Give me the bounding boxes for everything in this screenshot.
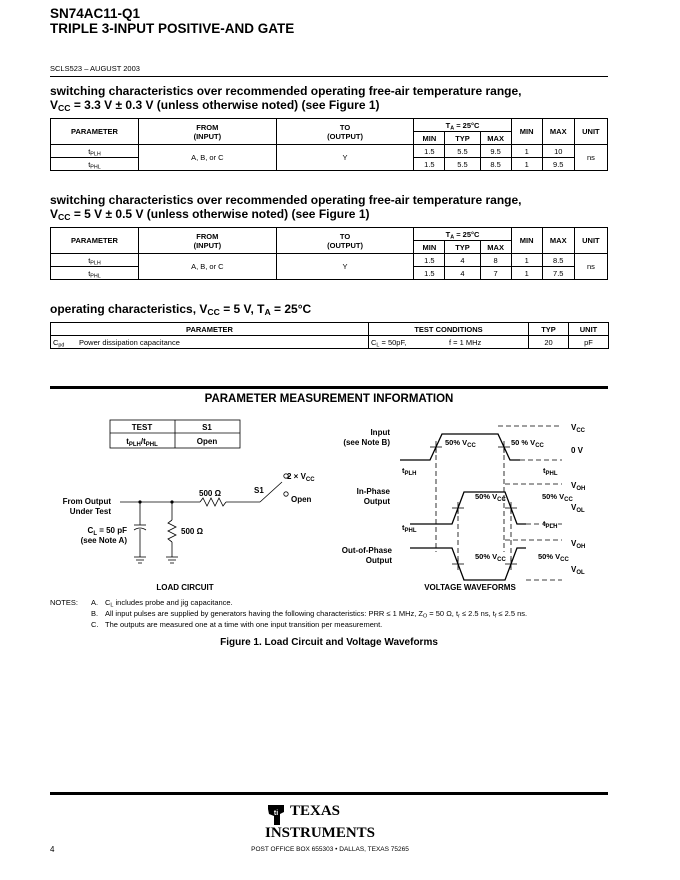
part-number: SN74AC11-Q1 — [50, 6, 141, 21]
section-heading-5v: switching characteristics over recommended operating free-air temperature range, $V_{CC} = 5$ V ± 0.5 V (unless otherwise noted) (see Figure 1) — [50, 193, 522, 223]
section-heading-operating: operating characteristics, $V_{CC} = 5$ V, $T_A = 25^\circ C$ — [50, 302, 312, 318]
footer-rule — [50, 792, 608, 795]
vcc-level-label: $V_{CC}$ — [571, 423, 586, 434]
tplh-output-label: $t_{PLH}$ — [543, 519, 558, 530]
cl-label: $C_L = 50$ pF — [87, 526, 127, 537]
out-phase-label: Out-of-Phase — [341, 546, 392, 555]
tplh-input-label: $t_{PLH}$ — [402, 466, 417, 477]
voltage-waveforms-diagram — [330, 412, 620, 597]
outphase-fall-50-label: 50% $V_{CC}$ — [475, 552, 506, 563]
note-b: B. All input pulses are supplied by generators having the following characteristics: PRR ≤ 1 MHz, $Z_O = 50$ Ω, $t_r \le 2.5$ ns, $t_f \le 2.5$ ns. — [91, 609, 528, 620]
from-output-label: From Output — [62, 497, 111, 506]
input-rise-50-label: 50% $V_{CC}$ — [445, 438, 476, 449]
note-c: C. The outputs are measured one at a time with one input transition per measurement. — [91, 620, 383, 629]
footer-address: POST OFFICE BOX 655303 • DALLAS, TEXAS 75265 — [251, 846, 409, 853]
switching-table-3v3: PARAMETER FROM (INPUT) TO (OUTPUT) $T_A = 25^\circ C$ MIN MAX UNIT MIN TYP MAX $t_{PLH}$ A, B, or C Y 1.5 5.5 9.5 1 10 ns $t_{PHL}$ 1.5 5.5 8.5 1 9.5 — [50, 118, 608, 171]
pmi-title: PARAMETER MEASUREMENT INFORMATION — [204, 393, 454, 405]
load-circuit-caption: LOAD CIRCUIT — [156, 583, 214, 592]
table-row: $t_{PLH}$ A, B, or C Y 1.5 4 8 1 8.5 ns — [51, 254, 608, 267]
page-number: 4 — [50, 845, 55, 854]
operating-table: PARAMETER TEST CONDITIONS TYP UNIT $C_{pd}$ Power dissipation capacitance $C_L = 50pF$, f = 1 MHz 20 pF — [50, 322, 609, 349]
tphl-input-label: $t_{PHL}$ — [543, 466, 558, 477]
note-a: A. $C_L$ includes probe and jig capacitance. — [91, 598, 233, 609]
ti-logo-text-2: INSTRUMENTS — [265, 825, 376, 841]
table-row: $C_{pd}$ Power dissipation capacitance $C_L = 50pF$, f = 1 MHz 20 pF — [51, 336, 609, 349]
test-value: $t_{PLH}/t_{PHL}$ — [126, 437, 158, 448]
tphl-output-label: $t_{PHL}$ — [402, 523, 417, 534]
table-row: $t_{PLH}$ A, B, or C Y 1.5 5.5 9.5 1 10 ns — [51, 145, 608, 158]
input-fall-50-label: 50 % $V_{CC}$ — [511, 438, 544, 449]
input-label: Input — [370, 428, 390, 437]
figure-caption: Figure 1. Load Circuit and Voltage Waveforms — [220, 637, 438, 648]
document-id: SCLS523 – AUGUST 2003 — [50, 64, 140, 73]
ti-logo-text: TEXAS — [290, 803, 341, 819]
document-title: TRIPLE 3-INPUT POSITIVE-AND GATE — [50, 21, 295, 36]
ground-resistor-label: 500 Ω — [181, 527, 203, 536]
switching-table-5v: PARAMETER FROM (INPUT) TO (OUTPUT) $T_A = 25^\circ C$ MIN MAX UNIT MIN TYP MAX $t_{PLH}$ A, B, or C Y 1.5 4 8 1 8.5 ns $t_{PHL}$ 1.5 4 7 1 7.5 — [50, 227, 608, 280]
vol-inphase-label: $V_{OL}$ — [571, 503, 585, 514]
vol-outphase-label: $V_{OL}$ — [571, 565, 585, 576]
series-resistor-label: 500 Ω — [199, 489, 221, 498]
table-row: $t_{PHL}$ 1.5 5.5 8.5 1 9.5 — [51, 158, 608, 171]
header-rule — [50, 76, 608, 77]
voh-inphase-label: $V_{OH}$ — [571, 481, 586, 492]
section-heading-3v3: switching characteristics over recommended operating free-air temperature range, $V_{CC} = 3.3$ V ± 0.3 V (unless otherwise noted) (see Figure 1) — [50, 84, 522, 114]
switch-label: S1 — [254, 486, 264, 495]
in-phase-output-label: Output — [363, 497, 390, 506]
out-phase-output-label: Output — [365, 556, 392, 565]
notes-label: NOTES: — [50, 598, 78, 607]
svg-text:ti: ti — [273, 810, 279, 817]
junction-dot — [138, 500, 141, 503]
voh-outphase-label: $V_{OH}$ — [571, 539, 586, 550]
table-row: $t_{PHL}$ 1.5 4 7 1 7.5 — [51, 267, 608, 280]
in-phase-label: In-Phase — [356, 487, 390, 496]
load-circuit-diagram — [50, 412, 340, 597]
switch-contact-open — [284, 492, 288, 496]
s1-header: S1 — [202, 423, 212, 432]
vcc2-label: $2 \times V_{CC}$ — [287, 472, 315, 483]
s1-value: Open — [196, 437, 218, 446]
zero-level-label: 0 V — [571, 446, 584, 455]
cl-note: (see Note A) — [80, 536, 127, 545]
waveforms-caption: VOLTAGE WAVEFORMS — [424, 583, 516, 592]
section-rule — [50, 386, 608, 389]
input-note: (see Note B) — [343, 438, 390, 447]
under-test-label: Under Test — [69, 507, 111, 516]
junction-dot — [170, 500, 173, 503]
inphase-fall-50-label: 50% $V_{CC}$ — [542, 492, 573, 503]
open-label: Open — [291, 495, 312, 504]
test-header: TEST — [131, 423, 153, 432]
inphase-rise-50-label: 50% $V_{CC}$ — [475, 492, 506, 503]
ti-logo-icon — [265, 803, 287, 827]
outphase-rise-50-label: 50% $V_{CC}$ — [538, 552, 569, 563]
